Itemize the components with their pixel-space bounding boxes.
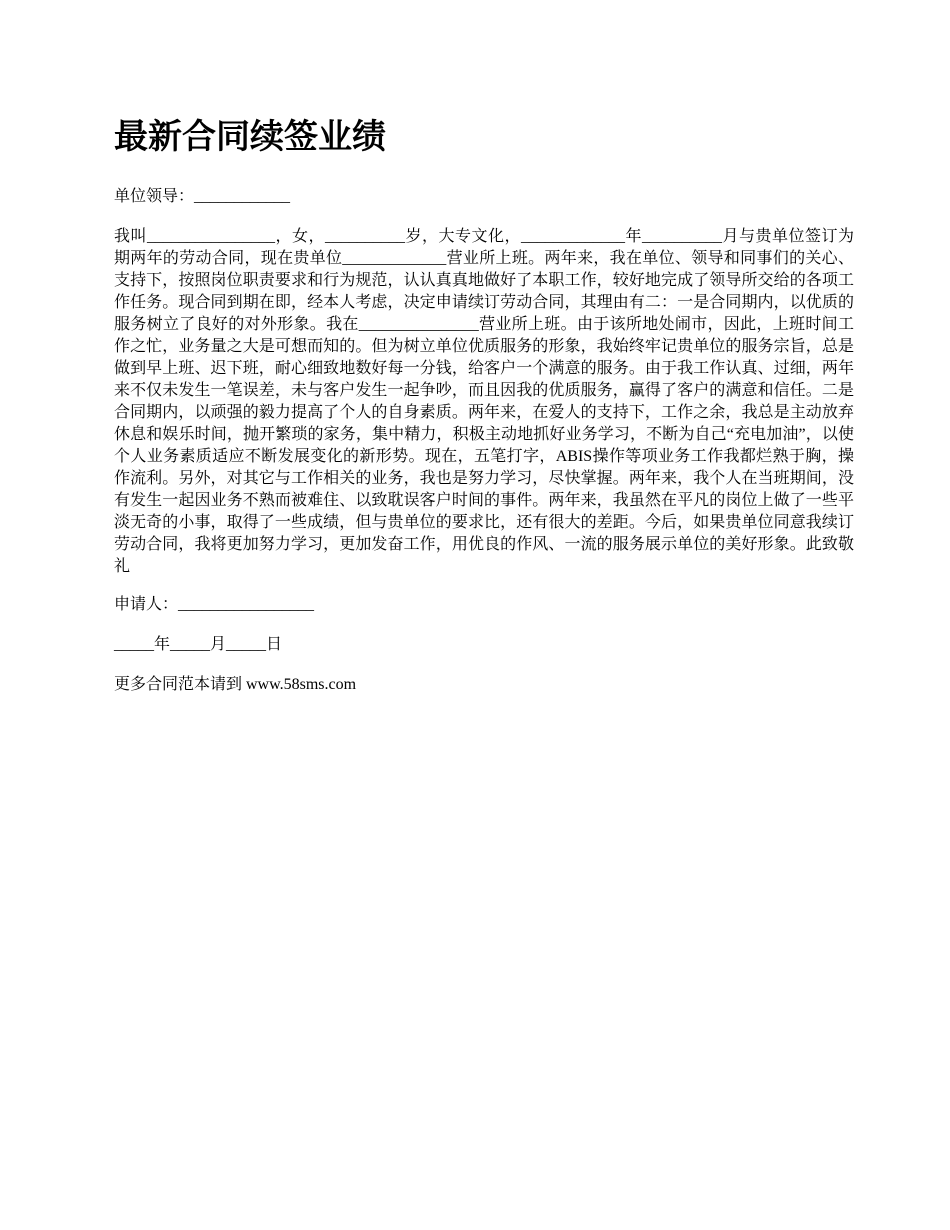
salutation: 单位领导：____________ — [114, 188, 291, 205]
document-page — [114, 110, 854, 696]
applicant-line: 申请人：_________________ — [114, 596, 315, 613]
body-paragraph: 我叫________________，女，__________岁，大专文化，_____________年__________月与贵单位签订为期两年的劳动合同，现在贵单位_____________营业所上班。两年来，我在单位、领导和同事们的关心、支持下，按照岗位职责要求和行为规范，认认真真地做好了本职工作，较好地完成了领导所交给的各项工作任务。现合同到期在即，经本人考虑，决定申请续订劳动合同，其理由有二：一是合同期内，以优质的服务树立了良好的对外形象。我在_______________营业所上班。由于该所地处闹市，因此，上班时间工作之忙，业务量之大是可想而知的。但为树立单位优质服务的形象，我始终牢记贵单位的服务宗旨，总是做到早上班、迟下班，耐心细致地数好每一分钱，给客户一个满意的服务。由于我工作认真、过细，两年来不仅未发生一笔误差，未与客户发生一起争吵，而且因我的优质服务，赢得了客户的满意和信任。二是合同期内，以顽强的毅力提高了个人的自身素质。两年来，在爱人的支持下，工作之余，我总是主动放弃休息和娱乐时间，抛开繁琐的家务，集中精力，积极主动地抓好业务学习，不断为自己“充电加油”，以使个人业务素质适应不断发展变化的新形势。现在，五笔打字，ABIS操作等项业务工作我都烂熟于胸，操作流利。另外，对其它与工作相关的业务，我也是努力学习，尽快掌握。两年来，我个人在当班期间，没有发生一起因业务不熟而被难住、以致耽误客户时间的事件。两年来，我虽然在平凡的岗位上做了一些平淡无奇的小事，取得了一些成绩，但与贵单位的要求比，还有很大的差距。今后，如果贵单位同意我续订劳动合同，我将更加努力学习，更加发奋工作，用优良的作风、一流的服务展示单位的美好形象。此致敬礼 — [114, 228, 854, 575]
footer-note: 更多合同范本请到 www.58sms.com — [114, 676, 357, 693]
date-line: _____年_____月_____日 — [114, 636, 283, 653]
document-title: 最新合同续签业绩 — [114, 117, 386, 157]
